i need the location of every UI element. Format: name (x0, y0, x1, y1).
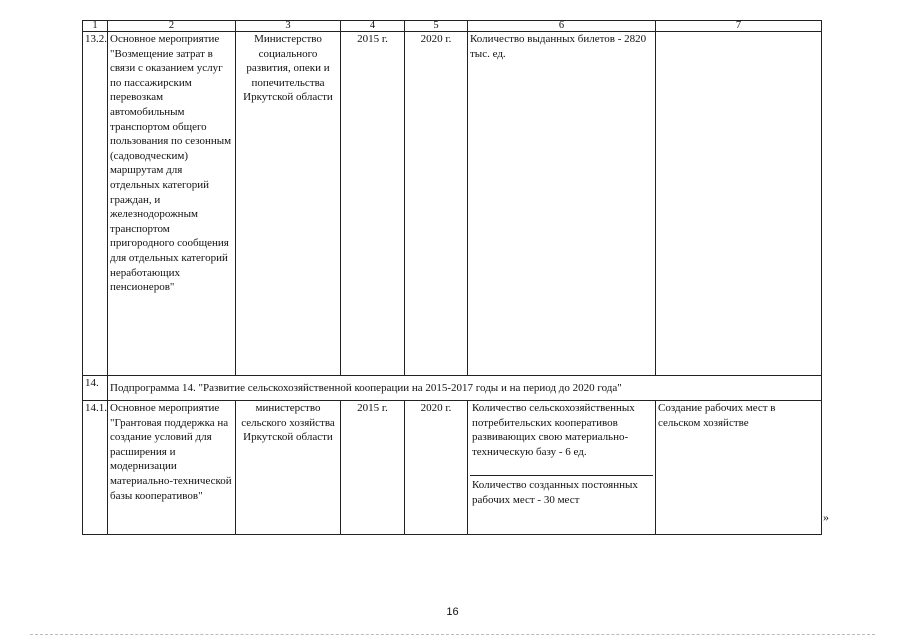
result-cell: Создание рабочих мест в сельском хозяйстве (656, 401, 822, 535)
header-cell: 2 (108, 21, 236, 32)
header-cell: 6 (468, 21, 656, 32)
indicator-cell: Количество выданных билетов - 2820 тыс. ед. (468, 32, 656, 376)
subprogram-row-14 (83, 376, 822, 401)
table-row-13-2 (83, 32, 822, 376)
activity-cell: Основное мероприятие "Возмещение затрат в связи с оказанием услуг по пассажирским перевозкам автомобильным транспортом общего пользования по сезонным (садоводческим) маршрутам для отдельных категорий граждан, и железнодорожным транспортом пригородного сообщения для отдельных категорий неработающих пенсионеров" (108, 32, 236, 376)
end-year-cell: 2020 г. (405, 32, 468, 376)
result-cell (656, 32, 822, 376)
closing-quote: » (823, 510, 829, 524)
executor-cell: министерство сельского хозяйства Иркутской области (236, 401, 341, 535)
subprogram-title: Подпрограмма 14. "Развитие сельскохозяйственной кооперации на 2015-2017 годы и на период до 2020 года" (108, 376, 822, 401)
header-cell: 7 (656, 21, 822, 32)
header-cell: 3 (236, 21, 341, 32)
indicator-cell (468, 401, 656, 535)
header-row (83, 21, 822, 32)
page-number: 16 (446, 606, 459, 618)
start-year-cell: 2015 г. (341, 401, 405, 535)
header-cell: 4 (341, 21, 405, 32)
activity-cell: Основное мероприятие "Грантовая поддержка на создание условий для расширения и модернизации материально-технической базы кооперативов" (108, 401, 236, 535)
header-cell: 5 (405, 21, 468, 32)
table-row-14-1 (83, 401, 822, 535)
program-table (82, 20, 822, 535)
indicator-part: Количество созданных постоянных рабочих мест - 30 мест (472, 479, 638, 506)
end-year-cell: 2020 г. (405, 401, 468, 535)
row-number: 14.1. (83, 401, 108, 535)
row-number: 13.2. (83, 32, 108, 376)
row-number: 14. (83, 376, 108, 401)
start-year-cell: 2015 г. (341, 32, 405, 376)
indicator-part: Количество сельскохозяйственных потребительских кооперативов развивающих свою материально-техническую базу - 6 ед. (470, 401, 653, 476)
header-cell: 1 (83, 21, 108, 32)
executor-cell: Министерство социального развития, опеки и попечительства Иркутской области (236, 32, 341, 376)
footer-divider (30, 634, 875, 635)
